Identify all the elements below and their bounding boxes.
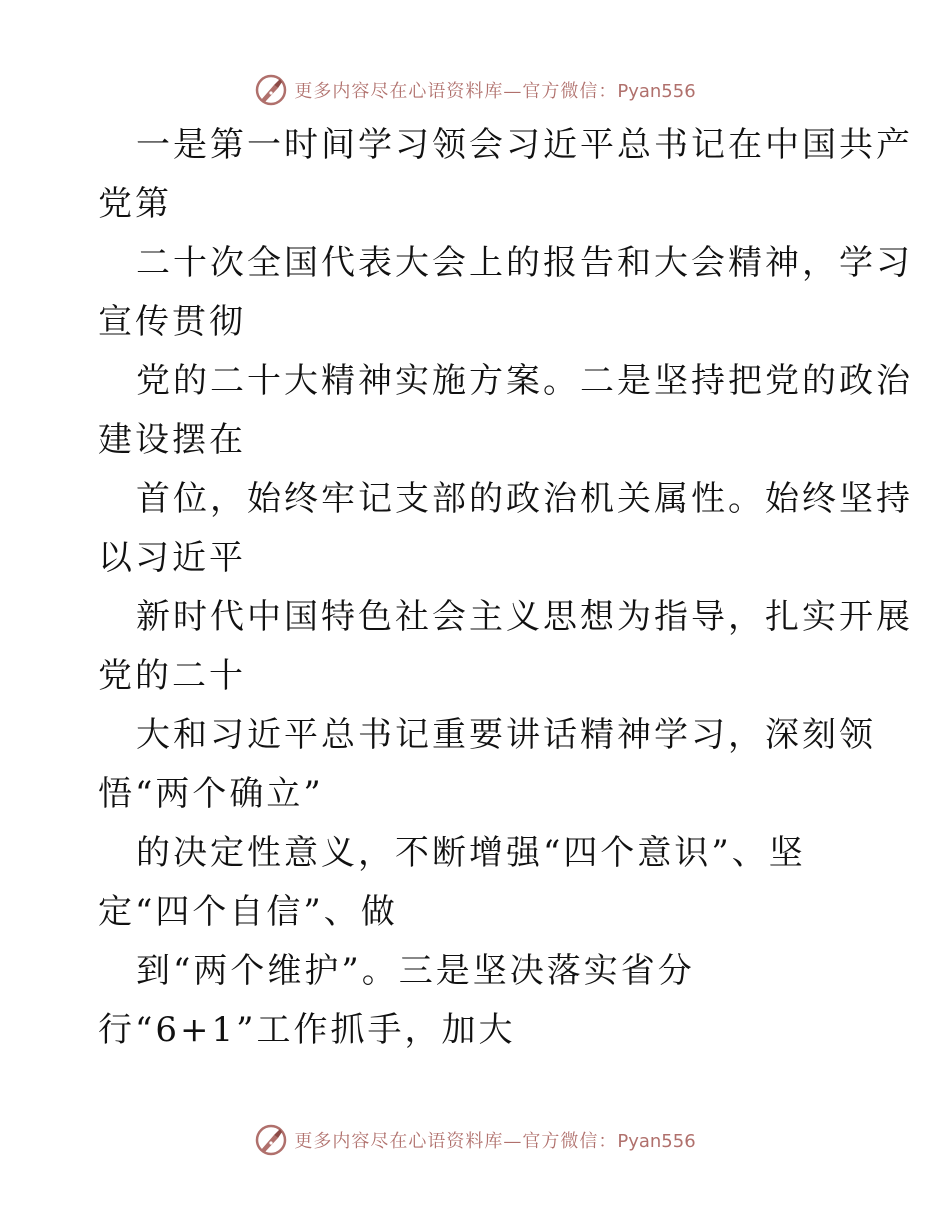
banner-text: 更多内容尽在心语资料库—官方微信：Pyan556 [294, 1131, 696, 1152]
header-banner [0, 68, 950, 112]
footer-banner [0, 1118, 950, 1162]
text-line: 行“6+1”工作抓手，加大 [98, 1010, 516, 1050]
banner-text: 更多内容尽在心语资料库—官方微信：Pyan556 [294, 81, 696, 102]
text-line: 以习近平 [98, 538, 246, 578]
text-line: 党第 [98, 184, 172, 224]
text-line: 党的二十大精神实施方案。二是坚持把党的政治 [136, 361, 913, 401]
text-line: 大和习近平总书记重要讲话精神学习，深刻领 [136, 715, 876, 755]
wechat-id: Pyan556 [617, 81, 696, 102]
text-line: 定“四个自信”、做 [98, 892, 398, 932]
document-body [98, 116, 913, 1060]
text-line: 新时代中国特色社会主义思想为指导，扎实开展 [136, 597, 913, 637]
text-line: 二十次全国代表大会上的报告和大会精神，学习 [136, 243, 913, 283]
text-line: 的决定性意义，不断增强“四个意识”、坚 [136, 833, 806, 873]
text-line: 到“两个维护”。三是坚决落实省分 [136, 951, 695, 991]
text-line: 悟“两个确立” [98, 774, 324, 814]
wechat-id: Pyan556 [617, 1131, 696, 1152]
text-line: 建设摆在 [98, 420, 246, 460]
text-line: 宣传贯彻 [98, 302, 246, 342]
text-line: 党的二十 [98, 656, 246, 696]
fountain-pen-icon [254, 73, 288, 107]
text-line: 一是第一时间学习领会习近平总书记在中国共产 [136, 125, 913, 165]
text-line: 首位，始终牢记支部的政治机关属性。始终坚持 [136, 479, 913, 519]
fountain-pen-icon [254, 1123, 288, 1157]
